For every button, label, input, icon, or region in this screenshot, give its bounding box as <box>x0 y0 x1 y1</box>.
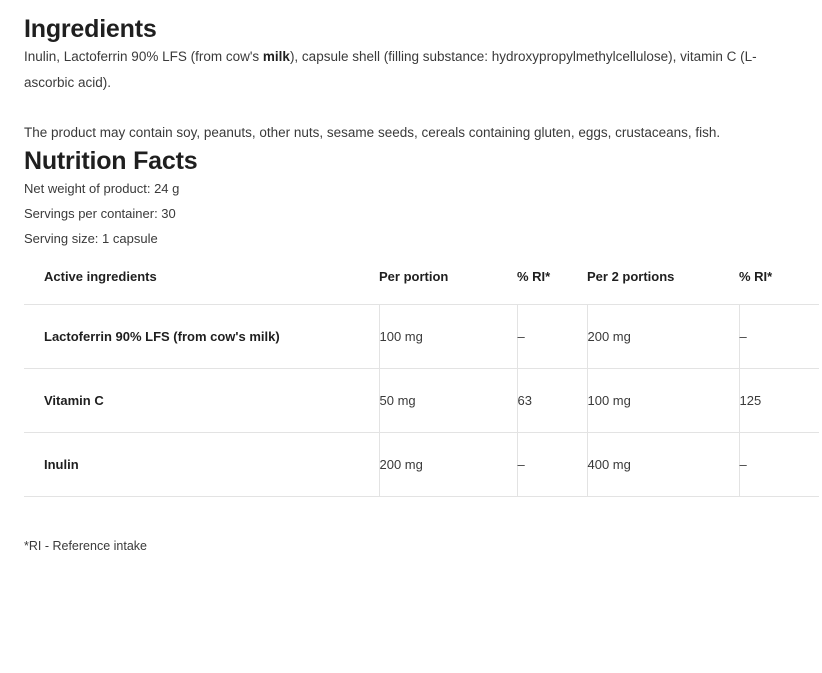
allergen-warning-paragraph: The product may contain soy, peanuts, other nuts, sesame seeds, cereals containing gluten, eggs, crustaceans, fish. <box>24 125 721 140</box>
allergen-highlight-milk: milk <box>262 49 290 64</box>
cell-ingredient-name: Lactoferrin 90% LFS (from cow's milk) <box>24 305 379 369</box>
cell-ri-portion: – <box>517 433 587 497</box>
net-weight-line: Net weight of product: 24 g <box>24 181 180 196</box>
cell-ingredient-name: Inulin <box>24 433 379 497</box>
table-header <box>24 269 819 305</box>
cell-per-portion: 100 mg <box>379 305 517 369</box>
column-header-active-ingredients: Active ingredients <box>44 269 157 284</box>
table-row <box>24 369 819 433</box>
cell-ri-two-portions: 125 <box>739 369 819 433</box>
cell-per-two-portions: 400 mg <box>587 433 739 497</box>
table-row <box>24 305 819 369</box>
cell-ri-two-portions: – <box>739 305 819 369</box>
ingredients-text-part2: ), capsule shell (filling substance: hydroxypropylmethylcellulose), vitamin C (L-ascorbic acid). <box>24 49 757 90</box>
cell-per-two-portions: 100 mg <box>587 369 739 433</box>
nutrition-facts-heading: Nutrition Facts <box>24 147 198 175</box>
column-header-ri-two-portions: % RI* <box>739 269 773 284</box>
column-header-ri-portion: % RI* <box>517 269 551 284</box>
servings-per-container-line: Servings per container: 30 <box>24 206 176 221</box>
ingredients-heading: Ingredients <box>24 15 157 43</box>
column-header-per-portion: Per portion <box>379 269 449 284</box>
table-body <box>24 305 819 497</box>
cell-ri-portion: 63 <box>517 369 587 433</box>
cell-ingredient-name: Vitamin C <box>24 369 379 433</box>
table-row <box>24 433 819 497</box>
reference-intake-footnote: *RI - Reference intake <box>24 539 147 553</box>
ingredients-paragraph <box>24 44 784 96</box>
table-header-row <box>24 269 819 305</box>
cell-ri-two-portions: – <box>739 433 819 497</box>
cell-per-two-portions: 200 mg <box>587 305 739 369</box>
cell-per-portion: 50 mg <box>379 369 517 433</box>
cell-per-portion: 200 mg <box>379 433 517 497</box>
ingredients-text-part1: Inulin, Lactoferrin 90% LFS (from cow's <box>24 49 263 64</box>
cell-ri-portion: – <box>517 305 587 369</box>
column-header-per-two-portions: Per 2 portions <box>587 269 675 284</box>
nutrition-facts-table <box>24 269 819 497</box>
serving-size-line: Serving size: 1 capsule <box>24 231 158 246</box>
